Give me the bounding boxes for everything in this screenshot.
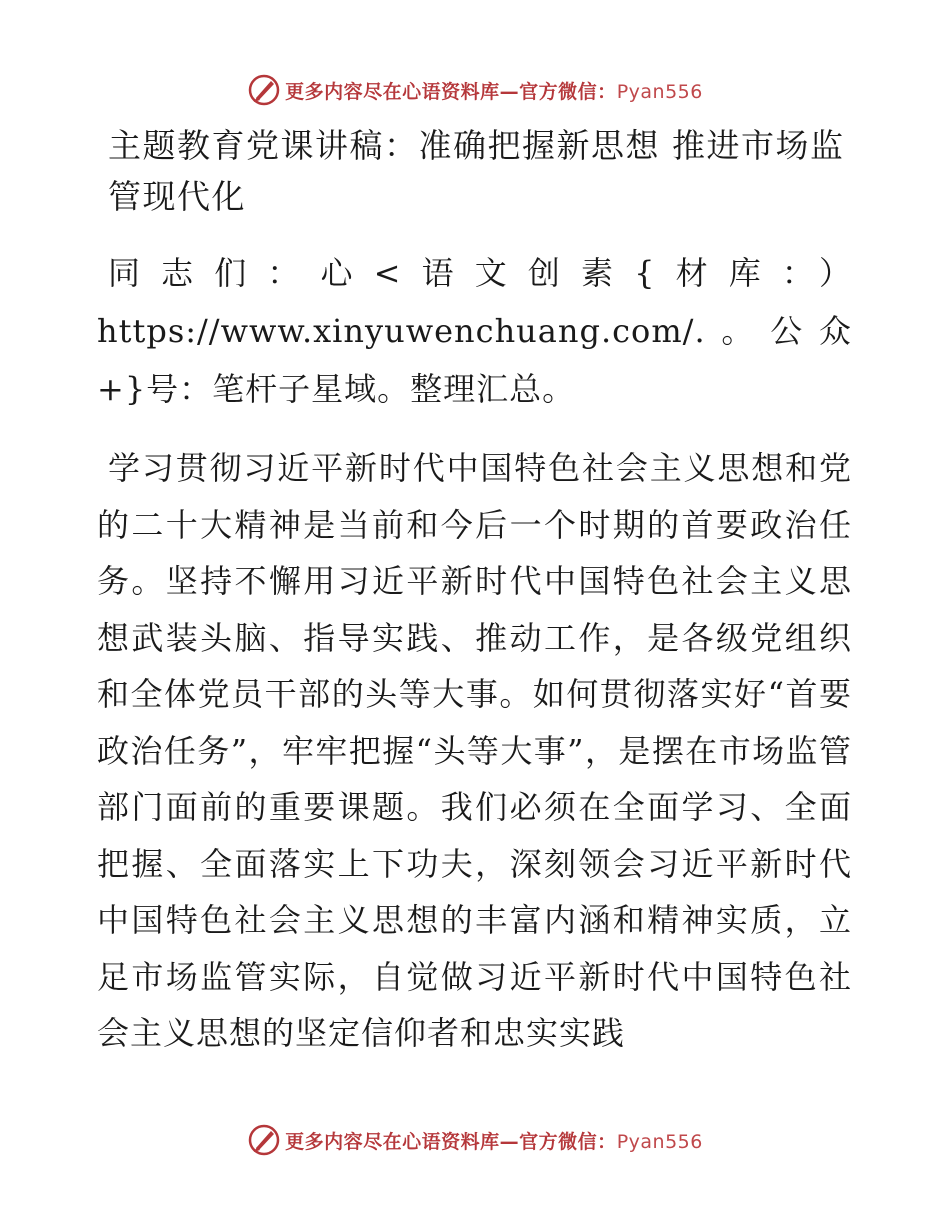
greeting-paragraph: 同志们：心<语文创素{材库：）https://www.xinyuwenchuang.com/.。公众+}号：笔杆子星域。整理汇总。 bbox=[97, 254, 852, 408]
header-banner-text: 更多内容尽在心语资料库—官方微信：Pyan556 bbox=[285, 80, 703, 103]
header-banner bbox=[0, 70, 950, 110]
quill-logo-icon bbox=[247, 73, 281, 107]
document-title: 主题教育党课讲稿：准确把握新思想 推进市场监管现代化 bbox=[108, 126, 845, 216]
document-body bbox=[97, 120, 852, 1062]
body-paragraph: 学习贯彻习近平新时代中国特色社会主义思想和党的二十大精神是当前和今后一个时期的首要政治任务。坚持不懈用习近平新时代中国特色社会主义思想武装头脑、指导实践、推动工作，是各级党组织和全体党员干部的头等大事。如何贯彻落实好“首要政治任务”，牢牢把握“头等大事”，是摆在市场监管部门面前的重要课题。我们必须在全面学习、全面把握、全面落实上下功夫，深刻领会习近平新时代中国特色社会主义思想的丰富内涵和精神实质，立足市场监管实际，自觉做习近平新时代中国特色社会主义思想的坚定信仰者和忠实实践 bbox=[97, 449, 852, 1052]
footer-banner-text: 更多内容尽在心语资料库—官方微信：Pyan556 bbox=[285, 1130, 703, 1153]
footer-banner bbox=[0, 1120, 950, 1160]
quill-logo-icon bbox=[247, 1123, 281, 1157]
